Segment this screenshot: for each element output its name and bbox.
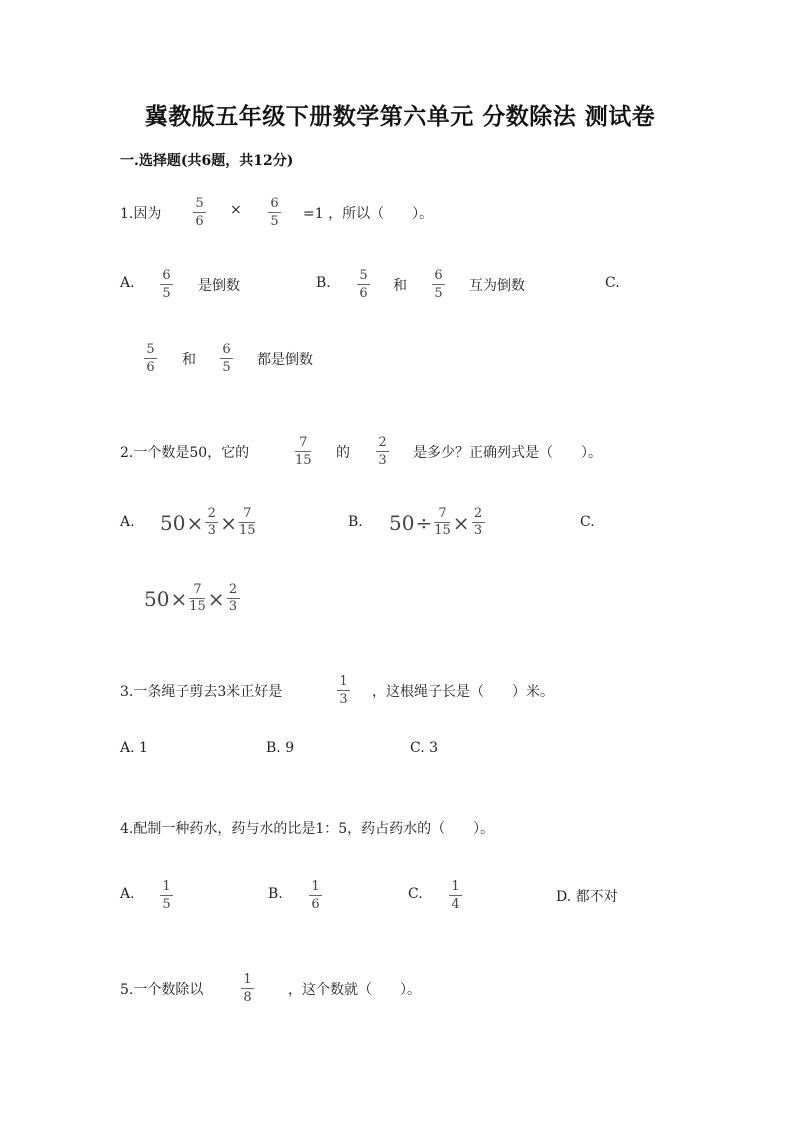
numerator: 1 [451, 879, 460, 894]
q3-fraction [337, 674, 350, 707]
fraction [189, 583, 206, 614]
denominator: 5 [434, 286, 443, 301]
numerator: 6 [222, 342, 231, 357]
option-label: A. [120, 886, 135, 902]
denominator: 15 [189, 599, 206, 614]
q1-fraction-1 [193, 196, 206, 229]
denominator: 5 [270, 214, 279, 229]
denominator: 15 [238, 523, 256, 538]
denominator: 4 [451, 897, 460, 912]
q1-a-fraction [160, 268, 173, 301]
q3-option-c[interactable]: C. 3 [410, 740, 439, 756]
option-text: 和 [182, 352, 196, 368]
q1-times: × [230, 202, 242, 218]
denominator: 5 [222, 360, 231, 375]
fraction [472, 507, 485, 538]
numerator: 5 [359, 268, 368, 283]
denominator: 15 [295, 453, 312, 468]
fraction [434, 507, 451, 538]
q5-fraction [241, 972, 254, 1005]
denominator: 6 [146, 360, 155, 375]
q1-b-fraction-2 [432, 268, 445, 301]
numerator: 1 [339, 674, 348, 689]
numerator: 2 [228, 582, 238, 597]
q3-option-a[interactable]: A. 1 [120, 740, 148, 756]
numerator: 5 [146, 342, 155, 357]
numerator: 1 [311, 879, 320, 894]
option-label: B. [316, 275, 331, 291]
numerator: 7 [193, 582, 202, 597]
numerator: 7 [243, 506, 252, 521]
option-label: B. [348, 514, 363, 530]
numerator: 6 [162, 268, 171, 283]
denominator: 3 [228, 599, 238, 614]
q1-c-fraction-1 [144, 342, 157, 375]
denominator: 3 [473, 523, 483, 538]
q2-fraction-2 [376, 435, 389, 468]
option-label: C. [580, 514, 595, 530]
option-text: 和 [393, 278, 407, 294]
denominator: 5 [162, 897, 171, 912]
number: 50 [389, 510, 415, 535]
q1-fraction-2 [268, 196, 281, 229]
q4-b-fraction [309, 879, 322, 912]
q2-fraction-1 [295, 435, 312, 468]
q4-c-fraction [449, 879, 462, 912]
q2-a-expression [160, 507, 257, 538]
number: 50 [160, 510, 186, 535]
denominator: 5 [162, 286, 171, 301]
option-text: 是倒数 [198, 278, 240, 294]
operator: ÷ [415, 510, 433, 535]
q3-tail: ，这根绳子长是（ ）米。 [372, 684, 554, 700]
numerator: 6 [434, 268, 443, 283]
operator: × [170, 586, 188, 611]
operator: × [186, 510, 204, 535]
option-label: A. [120, 275, 135, 291]
denominator: 3 [207, 523, 216, 538]
option-text: 互为倒数 [469, 278, 525, 294]
option-label: B. [268, 886, 283, 902]
fraction [205, 507, 218, 538]
q1-b-fraction-1 [357, 268, 370, 301]
q1-tail: =1 ，所以（ ）。 [303, 206, 434, 222]
fraction [239, 507, 256, 538]
option-label: C. [408, 886, 423, 902]
fraction [227, 583, 240, 614]
q2-of: 的 [336, 445, 350, 461]
option-label: A. [120, 514, 135, 530]
q3-option-b[interactable]: B. 9 [266, 740, 295, 756]
numerator: 1 [243, 972, 252, 987]
denominator: 6 [195, 214, 204, 229]
numerator: 2 [473, 506, 483, 521]
option-text: 都是倒数 [257, 352, 313, 368]
q4-number: 4.配制一种药水，药与水的比是1：5，药占药水的（ ）。 [120, 821, 495, 837]
q4-option-d[interactable]: D. 都不对 [556, 889, 618, 905]
q5-tail: ，这个数就（ ）。 [288, 982, 421, 998]
q1-number: 1.因为 [120, 206, 162, 222]
q2-tail: 是多少？正确列式是（ ）。 [413, 445, 602, 461]
numerator: 1 [162, 879, 171, 894]
operator: × [207, 586, 225, 611]
q4-a-fraction [160, 879, 173, 912]
denominator: 3 [339, 692, 348, 707]
q2-b-expression [389, 507, 486, 538]
denominator: 6 [359, 286, 368, 301]
numerator: 6 [270, 196, 279, 211]
q1-c-fraction-2 [220, 342, 233, 375]
section-heading: 一.选择题(共6题，共12分) [120, 153, 294, 169]
denominator: 3 [378, 453, 387, 468]
q5-number: 5.一个数除以 [120, 982, 204, 998]
q2-number: 2.一个数是50，它的 [120, 445, 250, 461]
numerator: 2 [207, 506, 216, 521]
denominator: 8 [243, 990, 252, 1005]
numerator: 5 [195, 196, 204, 211]
operator: × [452, 510, 470, 535]
denominator: 6 [311, 897, 320, 912]
option-label: C. [605, 275, 620, 291]
numerator: 2 [378, 435, 387, 450]
denominator: 15 [434, 523, 451, 538]
numerator: 7 [299, 435, 308, 450]
q3-number: 3.一条绳子剪去3米正好是 [120, 684, 283, 700]
numerator: 7 [438, 506, 447, 521]
page-title: 冀教版五年级下册数学第六单元 分数除法 测试卷 [144, 103, 656, 130]
q2-c-expression [144, 583, 241, 614]
operator: × [220, 510, 237, 535]
number: 50 [144, 586, 170, 611]
